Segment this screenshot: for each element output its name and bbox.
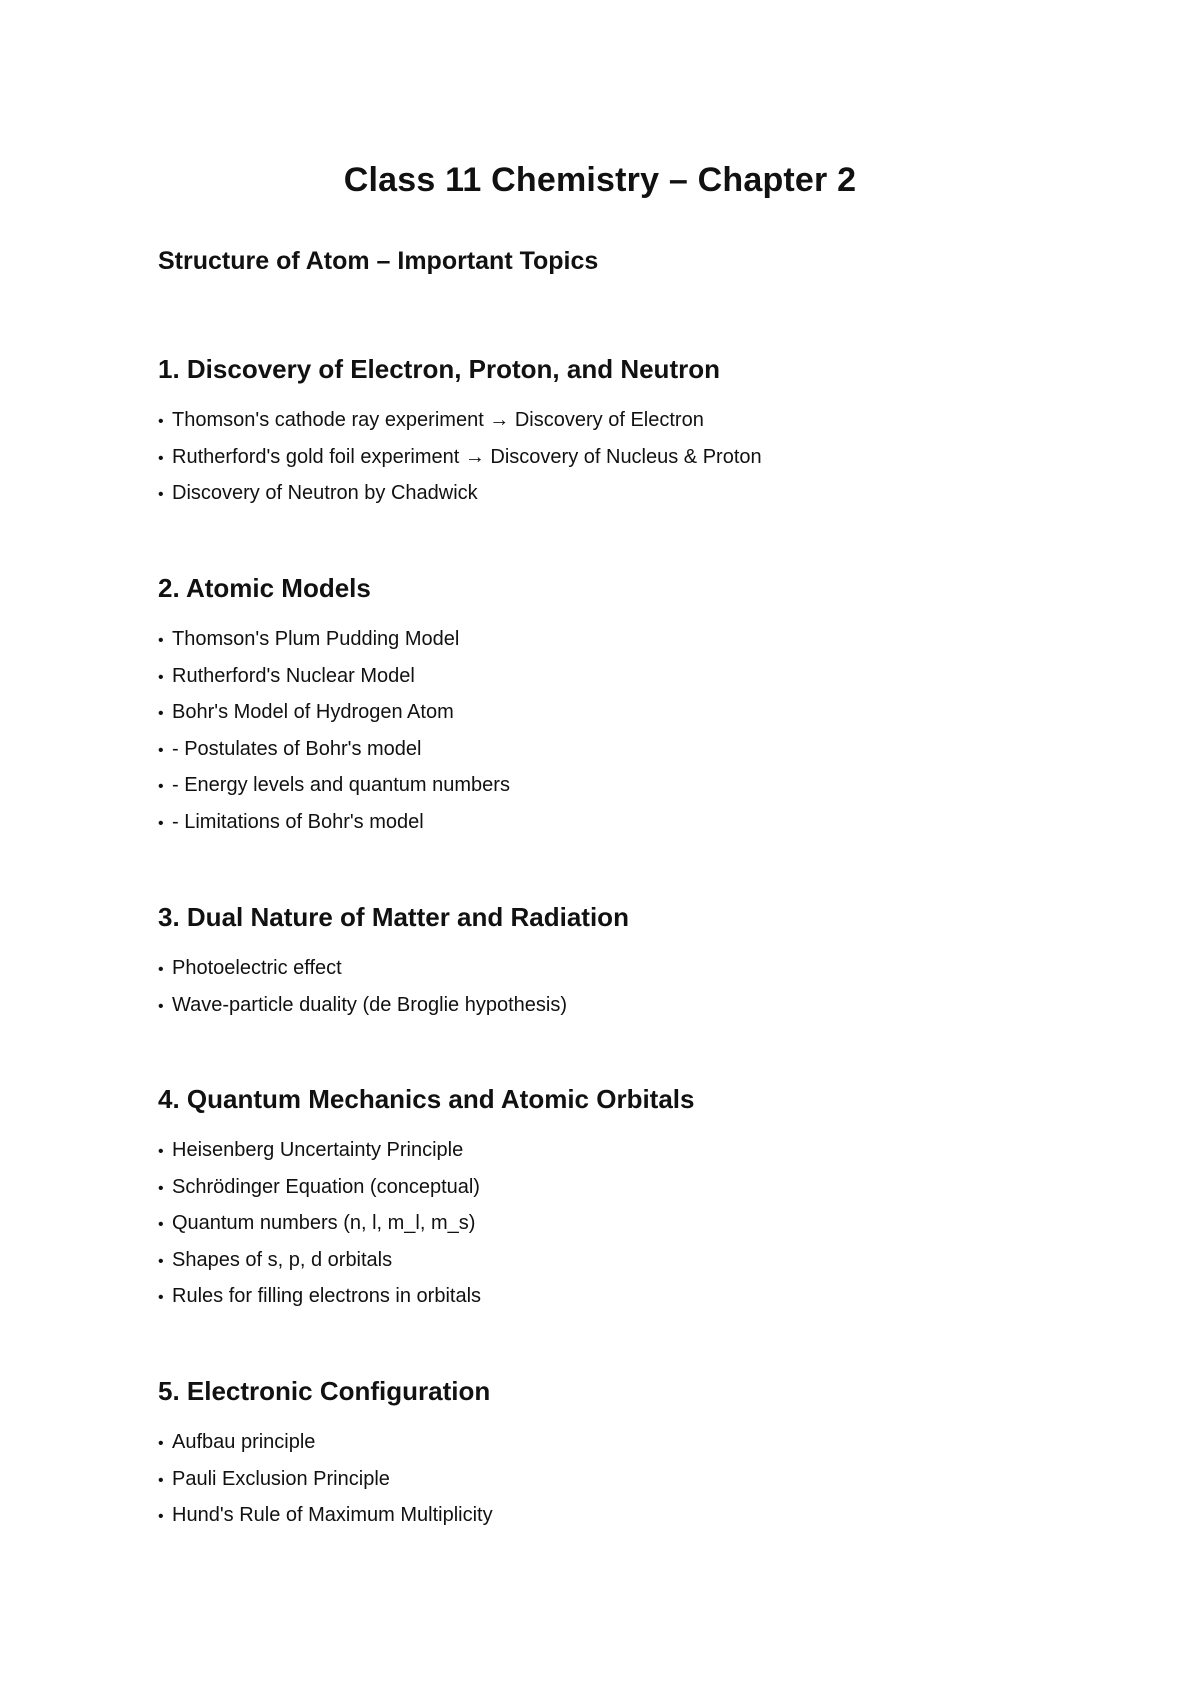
section-heading: 1. Discovery of Electron, Proton, and Neutron [158,354,720,384]
bullet-icon: • [158,1252,164,1270]
bullet-icon: • [158,1143,164,1160]
section-heading: 2. Atomic Models [158,573,371,603]
list-item: • Rutherford's gold foil experiment → Discovery of Nucleus & Proton [158,439,1058,476]
bullet-icon: • [158,1435,164,1452]
bullet-icon: • [158,1216,164,1233]
topic-list [158,621,1058,840]
bullet-icon: • [158,1471,164,1489]
page-subtitle: Structure of Atom – Important Topics [158,247,599,275]
bullet-icon: • [158,705,164,722]
list-item: • Pauli Exclusion Principle [158,1461,1058,1498]
list-item: • Thomson's cathode ray experiment → Discovery of Electron [158,402,1058,439]
list-item: • Bohr's Model of Hydrogen Atom [158,694,1058,731]
bullet-icon: • [158,814,164,832]
list-item: • Rules for filling electrons in orbitals [158,1278,1058,1315]
page-title: Class 11 Chemistry – Chapter 2 [343,161,857,199]
list-item: • Discovery of Neutron by Chadwick [158,475,1058,512]
list-item: • Hund's Rule of Maximum Multiplicity [158,1497,1058,1534]
list-item: • Heisenberg Uncertainty Principle [158,1132,1058,1169]
list-item: • Aufbau principle [158,1424,1058,1461]
list-item: • Shapes of s, p, d orbitals [158,1242,1058,1279]
section-discovery [158,354,1058,512]
bullet-icon: • [158,1289,164,1306]
bullet-icon: • [158,741,164,759]
section-electronic-configuration [158,1376,1058,1534]
section-heading: 4. Quantum Mechanics and Atomic Orbitals [158,1084,695,1114]
bullet-icon: • [158,632,164,649]
bullet-icon: • [158,778,164,795]
bullet-icon: • [158,961,164,978]
section-quantum-mechanics [158,1084,1058,1315]
list-item: • Wave-particle duality (de Broglie hypothesis) [158,987,1058,1024]
topic-list [158,402,1058,512]
bullet-icon: • [158,668,164,686]
list-item: • - Limitations of Bohr's model [158,804,1058,841]
topic-list [158,1132,1058,1315]
list-item: • - Postulates of Bohr's model [158,731,1058,768]
section-heading: 3. Dual Nature of Matter and Radiation [158,902,629,932]
list-item: • Thomson's Plum Pudding Model [158,621,1058,658]
bullet-icon: • [158,449,164,467]
topic-list [158,950,1058,1023]
section-dual-nature [158,902,1058,1023]
list-item: • Rutherford's Nuclear Model [158,658,1058,695]
section-heading: 5. Electronic Configuration [158,1376,491,1406]
bullet-icon: • [158,1179,164,1197]
list-item: • Quantum numbers (n, l, m_l, m_s) [158,1205,1058,1242]
list-item: • - Energy levels and quantum numbers [158,767,1058,804]
section-atomic-models [158,573,1058,840]
bullet-icon: • [158,486,164,503]
bullet-icon: • [158,997,164,1015]
bullet-icon: • [158,413,164,430]
list-item: • Photoelectric effect [158,950,1058,987]
list-item: • Schrödinger Equation (conceptual) [158,1169,1058,1206]
bullet-icon: • [158,1508,164,1525]
topic-list [158,1424,1058,1534]
